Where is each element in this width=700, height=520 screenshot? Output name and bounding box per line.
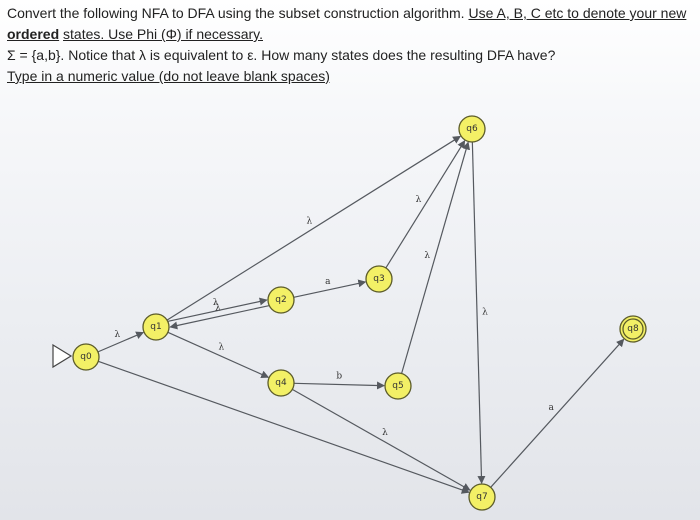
question-part-2: Use A, B, C etc to denote your new [468, 5, 687, 21]
transition-label-q0-q1: λ [114, 329, 121, 340]
state-label: q1 [150, 322, 162, 332]
state-label: q3 [373, 274, 385, 284]
state-q7 [469, 484, 495, 510]
state-label: q0 [80, 352, 92, 362]
state-q2 [268, 287, 294, 313]
transition-label-q5-q6: λ [424, 250, 431, 261]
state-q8 [620, 316, 646, 342]
question-part-5: Σ = {a,b}. Notice that λ is equivalent to ε. How many states does the resulting DFA have? [7, 47, 556, 63]
transition-q4-q5 [294, 383, 384, 385]
transition-label-q1-q4: λ [218, 342, 225, 353]
state-q3 [366, 266, 392, 292]
transition-q1-q4 [168, 332, 268, 377]
state-q5 [385, 373, 411, 399]
state-label: q2 [275, 295, 287, 305]
transition-label-q4-q7: λ [382, 427, 388, 438]
state-q4 [268, 370, 294, 396]
transition-label-q1-q6: λ [306, 216, 313, 227]
state-label: q8 [627, 324, 639, 334]
transition-q7-q8 [491, 339, 624, 487]
question-part-3: ordered [7, 26, 60, 42]
transition-q0-q1 [98, 333, 143, 352]
transition-label-q4-q5: b [336, 371, 343, 382]
state-label: q4 [275, 378, 287, 388]
states-layer [73, 116, 646, 510]
state-label: q5 [392, 381, 404, 391]
state-q6 [459, 116, 485, 142]
transition-q6-q7 [472, 142, 481, 483]
question-part-6: Type in a numeric value (do not leave blank spaces) [7, 68, 330, 84]
transition-label-q3-q6: λ [415, 195, 422, 206]
question-part-1: Convert the following NFA to DFA using the subset construction algorithm. [7, 5, 465, 21]
question-part-4: states. Use Phi (Φ) if necessary. [63, 26, 263, 42]
transitions-layer [98, 136, 624, 492]
transition-label-q7-q8: a [548, 403, 554, 414]
transition-label-q2-q3: a [325, 276, 331, 287]
state-q0 [73, 344, 99, 370]
transition-labels-layer [115, 195, 555, 438]
transition-q3-q6 [386, 141, 465, 268]
state-label: q6 [466, 124, 478, 134]
state-label: q7 [476, 492, 488, 502]
state-q1 [143, 314, 169, 340]
start-arrow-icon [53, 345, 71, 367]
transition-label-q6-q7: λ [482, 307, 488, 318]
transition-label-q2-q1: λ [215, 303, 221, 314]
transition-label-q1-q2: λ [212, 297, 219, 308]
transition-q5-q6 [402, 142, 469, 373]
